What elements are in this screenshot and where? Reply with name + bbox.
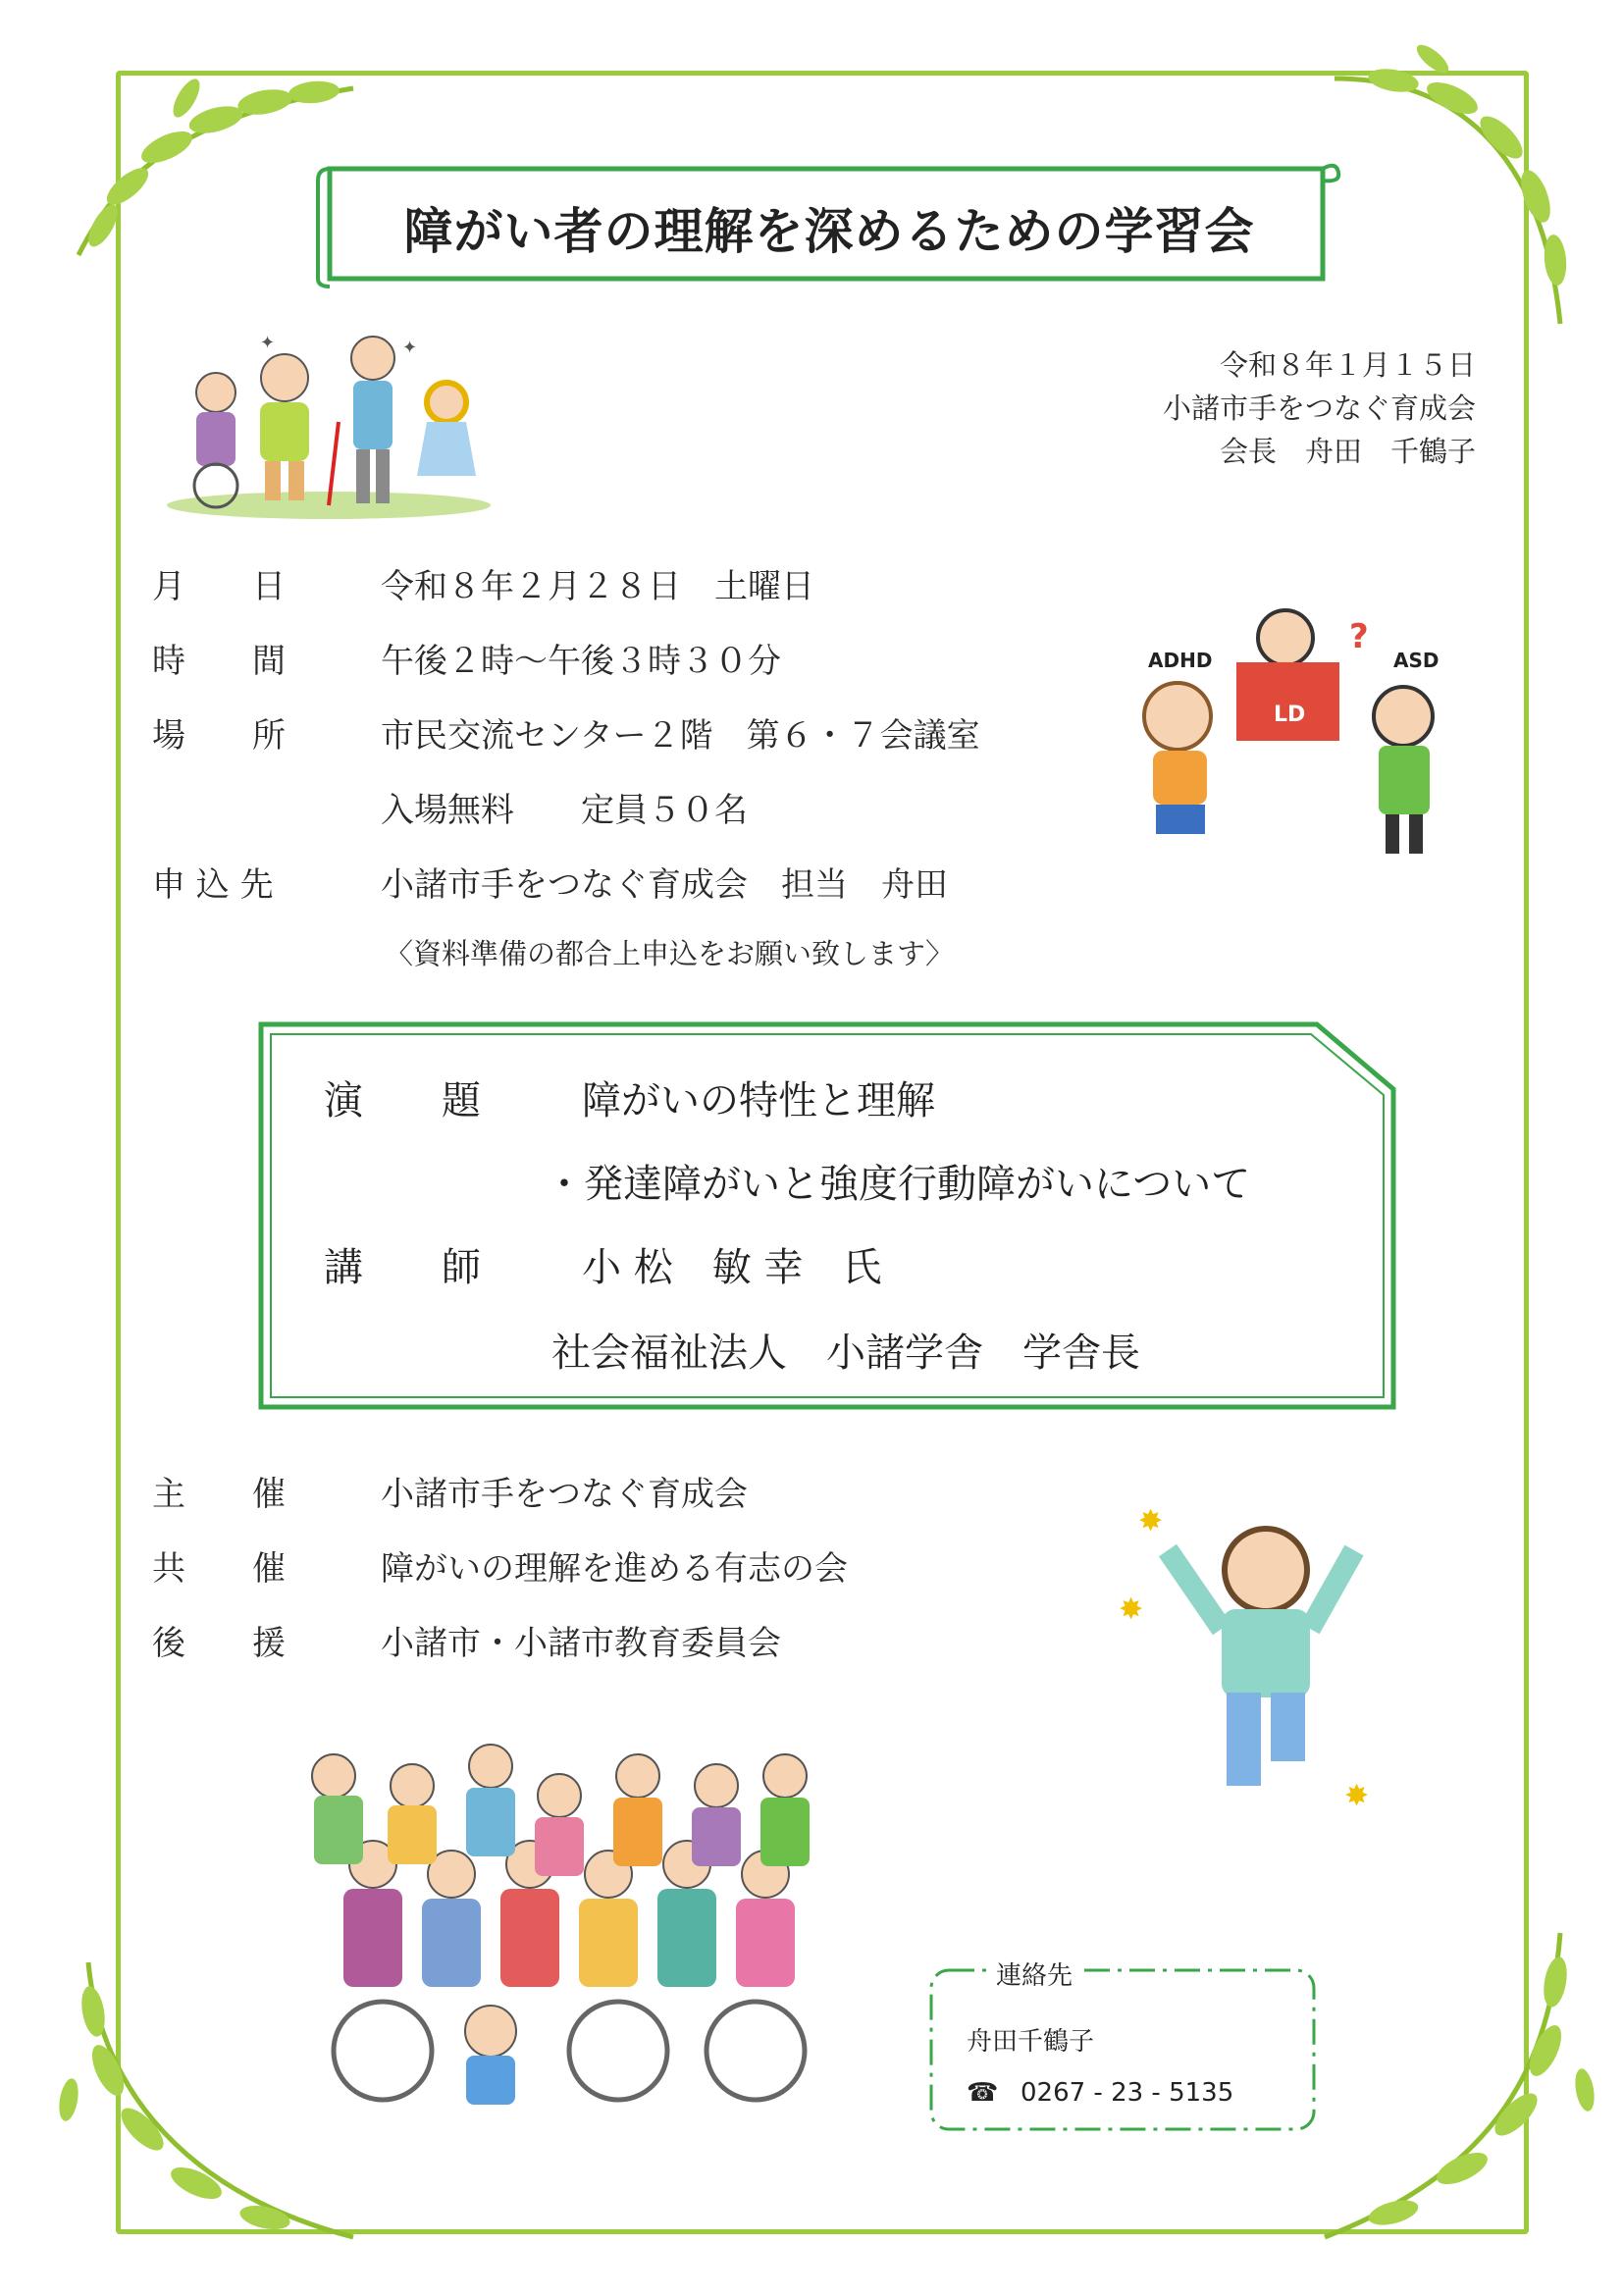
theme-line1: 障がいの特性と理解 bbox=[582, 1078, 935, 1123]
svg-text:✸: ✸ bbox=[1344, 1779, 1370, 1813]
organizer-label: 後 援 bbox=[152, 1624, 286, 1663]
ld-label: LD bbox=[1274, 703, 1306, 727]
theme-line2: ・発達障がいと強度行動障がいについて bbox=[545, 1162, 1251, 1207]
info-label: 時 間 bbox=[152, 642, 286, 681]
adhd-label: ADHD bbox=[1148, 649, 1213, 672]
contact-heading: 連絡先 bbox=[996, 1961, 1073, 1991]
people-group-illustration bbox=[162, 324, 496, 520]
svg-text:✦: ✦ bbox=[260, 333, 276, 353]
info-value: 市民交流センター２階 第６・７会議室 bbox=[381, 716, 980, 756]
info-label: 申 込 先 bbox=[152, 865, 274, 905]
svg-text:✸: ✸ bbox=[1119, 1592, 1144, 1627]
issue-date: 令和８年１月１５日 bbox=[1219, 348, 1476, 382]
organizer-value: 障がいの理解を進める有志の会 bbox=[381, 1549, 848, 1589]
info-value: 令和８年２月２８日 土曜日 bbox=[381, 567, 814, 606]
vine-top-right bbox=[1315, 39, 1590, 334]
svg-text:✸: ✸ bbox=[1138, 1504, 1164, 1539]
svg-text:?: ? bbox=[1349, 617, 1369, 656]
theme-label: 演 題 bbox=[324, 1078, 481, 1123]
issuer-chair: 会長 舟田 千鶴子 bbox=[1219, 435, 1476, 468]
phone-icon: ☎ bbox=[967, 2078, 999, 2108]
info-value: 入場無料 定員５０名 bbox=[381, 791, 748, 830]
contact-name: 舟田千鶴子 bbox=[967, 2027, 1095, 2057]
svg-text:✦: ✦ bbox=[402, 338, 418, 358]
issuer-block bbox=[1163, 343, 1476, 473]
frustrated-boy-illustration bbox=[1099, 1491, 1413, 1825]
organizer-value: 小諸市・小諸市教育委員会 bbox=[381, 1624, 781, 1663]
crowd-illustration bbox=[294, 1737, 844, 2129]
application-note: 〈資料準備の都合上申込をお願い致します〉 bbox=[385, 937, 955, 970]
speaker-title: 社会福祉法人 小諸学舎 学舎長 bbox=[551, 1331, 1140, 1376]
issuer-org: 小諸市手をつなぐ育成会 bbox=[1162, 391, 1476, 425]
organizer-label: 主 催 bbox=[152, 1475, 286, 1514]
organizer-label: 共 催 bbox=[152, 1549, 286, 1589]
info-value: 小諸市手をつなぐ育成会 担当 舟田 bbox=[381, 865, 948, 905]
info-label: 場 所 bbox=[152, 716, 286, 756]
speaker-name: 小 松 敏 幸 氏 bbox=[582, 1245, 882, 1290]
vine-bottom-right bbox=[1305, 1923, 1599, 2257]
contact-phone[interactable]: 0267 - 23 - 5135 bbox=[1021, 2078, 1234, 2108]
developmental-children-illustration bbox=[1109, 589, 1482, 873]
info-value: 午後２時～午後３時３０分 bbox=[381, 642, 781, 681]
page-title: 障がい者の理解を深めるための学習会 bbox=[403, 203, 1255, 260]
asd-label: ASD bbox=[1393, 649, 1440, 672]
organizer-value: 小諸市手をつなぐ育成会 bbox=[381, 1475, 748, 1514]
info-label: 月 日 bbox=[152, 567, 286, 606]
speaker-label: 講 師 bbox=[324, 1245, 481, 1290]
